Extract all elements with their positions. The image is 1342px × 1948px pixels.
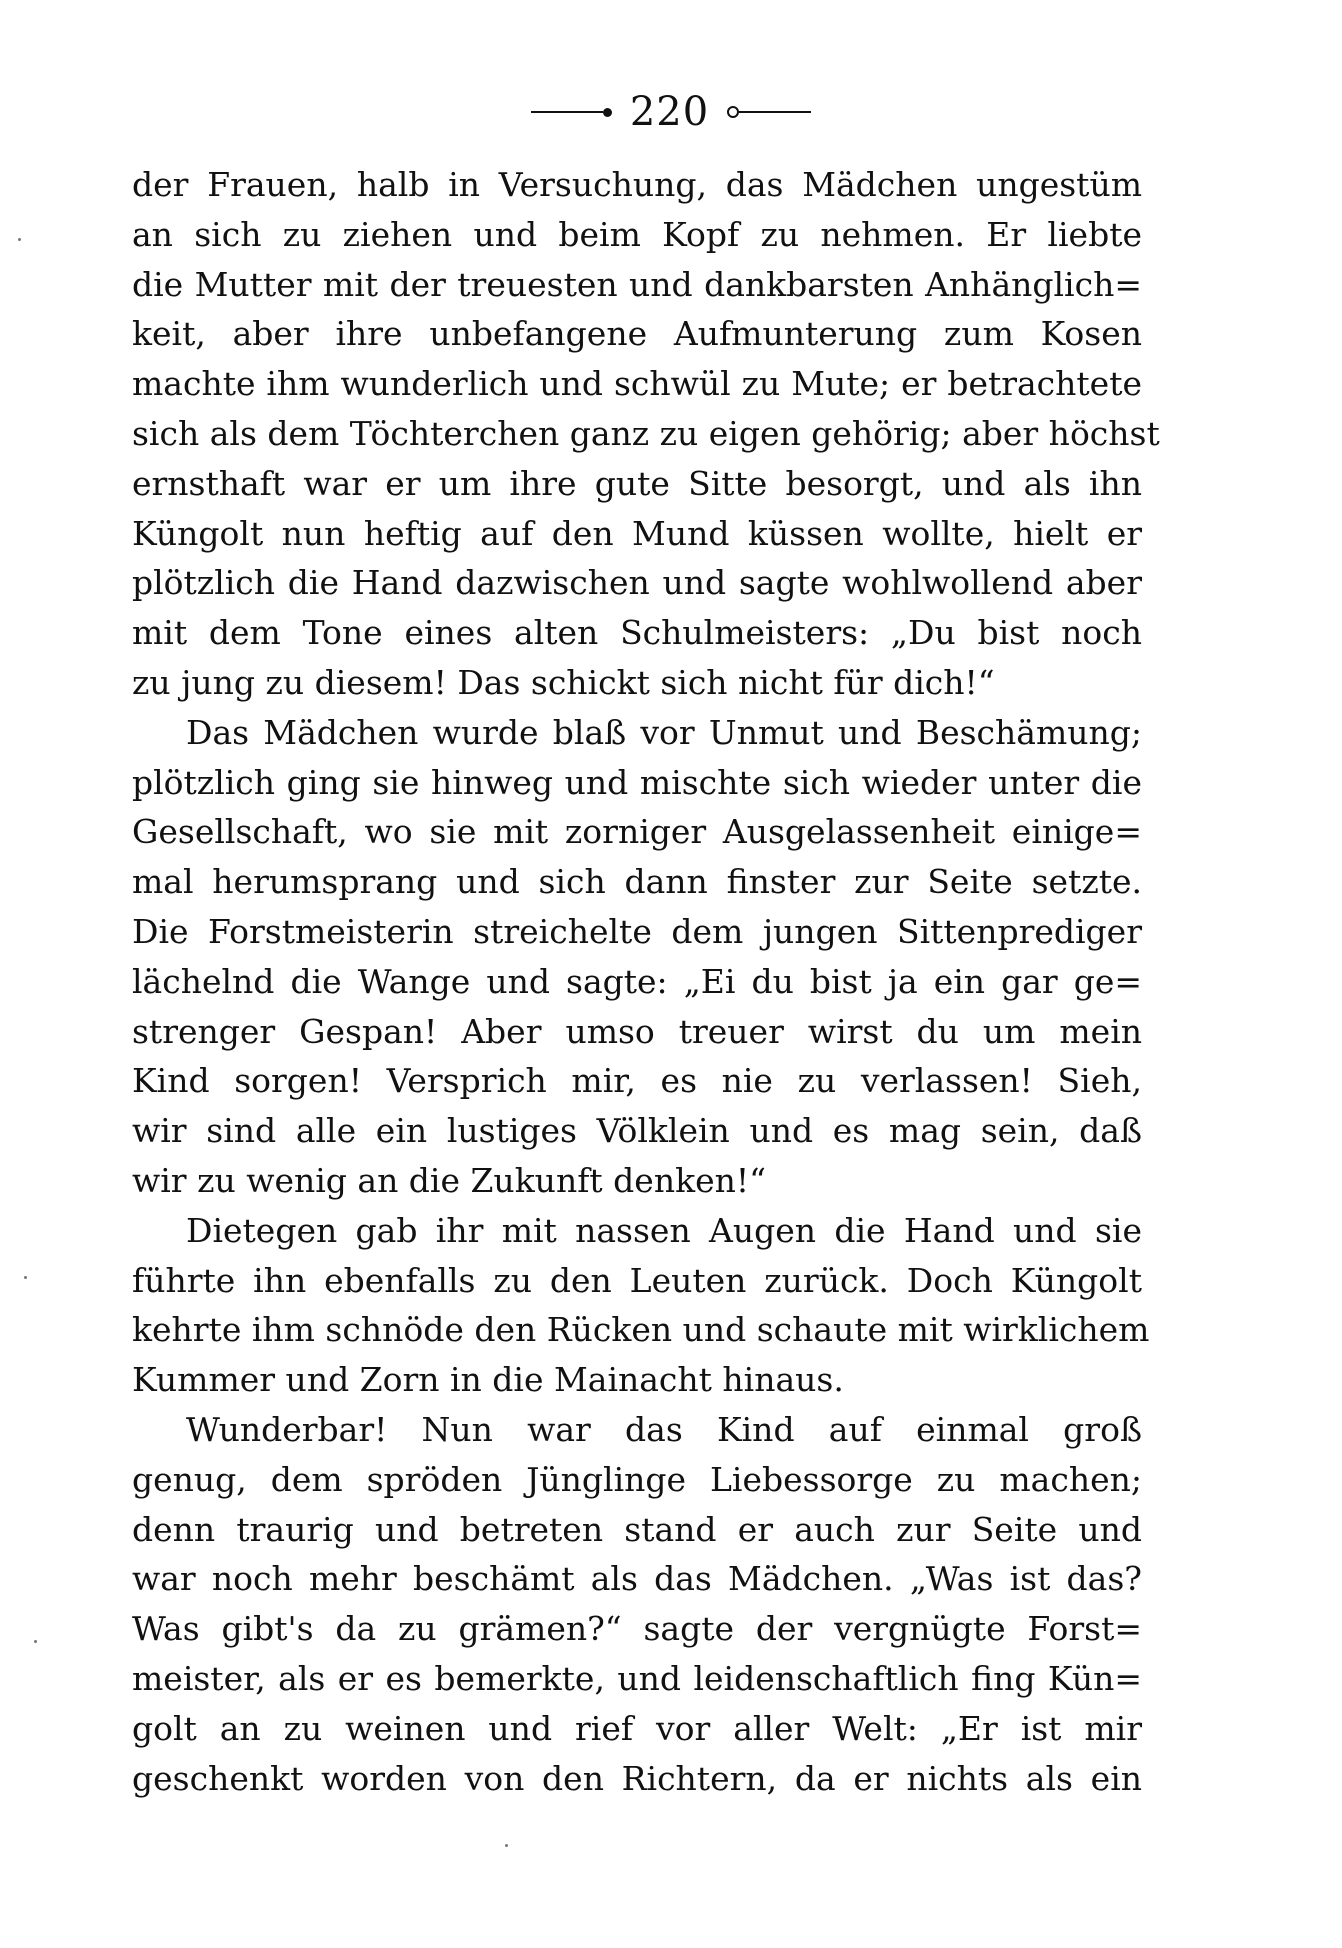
scan-speck [24,1276,27,1279]
text-line: Kind sorgen! Versprich mir, es nie zu verlassen! Sieh, [132,1061,1142,1101]
text-line: denn traurig und betreten stand er auch zur Seite und [132,1509,1142,1549]
text-line: mal herumsprang und sich dann finster zur Seite setzte. [132,862,1142,902]
text-line: mit dem Tone eines alten Schulmeisters: „Du bist noch [132,613,1142,653]
left-ornament-icon [531,108,612,117]
text-line: an sich zu ziehen und beim Kopf zu nehmen. Er liebte [132,214,1142,254]
text-line: ernsthaft war er um ihre gute Sitte besorgt, und als ihn [132,463,1142,503]
text-line: Was gibt's da zu grämen?“ sagte der vergnügte Forst= [132,1609,1142,1649]
text-line: meister, als er es bemerkte, und leidenschaftlich fing Kün= [132,1658,1142,1698]
scan-speck [505,1844,508,1847]
text-line: machte ihm wunderlich und schwül zu Mute; er betrachtete [132,364,1142,404]
text-line: wir zu wenig an die Zukunft denken!“ [132,1160,766,1200]
text-line: der Frauen, halb in Versuchung, das Mädchen ungestüm [132,165,1142,204]
scan-speck [18,238,21,241]
text-line: Das Mädchen wurde blaß vor Unmut und Beschämung; [186,712,1142,752]
page-number: 220 [629,89,710,135]
text-line: keit, aber ihre unbefangene Aufmunterung zum Kosen [132,314,1142,354]
scan-speck [34,1640,37,1643]
text-line: führte ihn ebenfalls zu den Leuten zurück. Doch Küngolt [132,1260,1142,1300]
text-line: Kummer und Zorn in die Mainacht hinaus. [132,1360,844,1400]
body-text [132,160,1160,1803]
text-line: geschenkt worden von den Richtern, da er nichts als ein [132,1758,1142,1798]
text-line: die Mutter mit der treuesten und dankbarsten Anhänglich= [132,264,1142,304]
text-line: plötzlich ging sie hinweg und mischte sich wieder unter die [132,762,1142,802]
text-line: zu jung zu diesem! Das schickt sich nicht für dich!“ [132,662,995,702]
text-line: plötzlich die Hand dazwischen und sagte wohlwollend aber [132,563,1142,603]
text-line: strenger Gespan! Aber umso treuer wirst du um mein [132,1011,1142,1051]
text-line: wir sind alle ein lustiges Völklein und es mag sein, daß [132,1111,1142,1151]
text-line: Wunderbar! Nun war das Kind auf einmal groß [186,1409,1142,1449]
text-line: Die Forstmeisterin streichelte dem jungen Sittenprediger [132,911,1142,951]
page-header [0,82,1342,142]
text-line: kehrte ihm schnöde den Rücken und schaute mit wirklichem [132,1310,1150,1350]
text-line: sich als dem Töchterchen ganz zu eigen gehörig; aber höchst [132,413,1160,453]
text-line: Dietegen gab ihr mit nassen Augen die Hand und sie [186,1210,1142,1250]
text-line: Küngolt nun heftig auf den Mund küssen wollte, hielt er [132,513,1142,553]
text-line: Gesellschaft, wo sie mit zorniger Ausgelassenheit einige= [132,812,1142,852]
text-line: war noch mehr beschämt als das Mädchen. „Was ist das? [132,1559,1142,1599]
text-line: genug, dem spröden Jünglinge Liebessorge zu machen; [132,1459,1142,1499]
right-ornament-icon [727,106,811,118]
text-line: lächelnd die Wange und sagte: „Ei du bist ja ein gar ge= [132,961,1142,1001]
text-line: golt an zu weinen und rief vor aller Welt: „Er ist mir [132,1708,1142,1748]
